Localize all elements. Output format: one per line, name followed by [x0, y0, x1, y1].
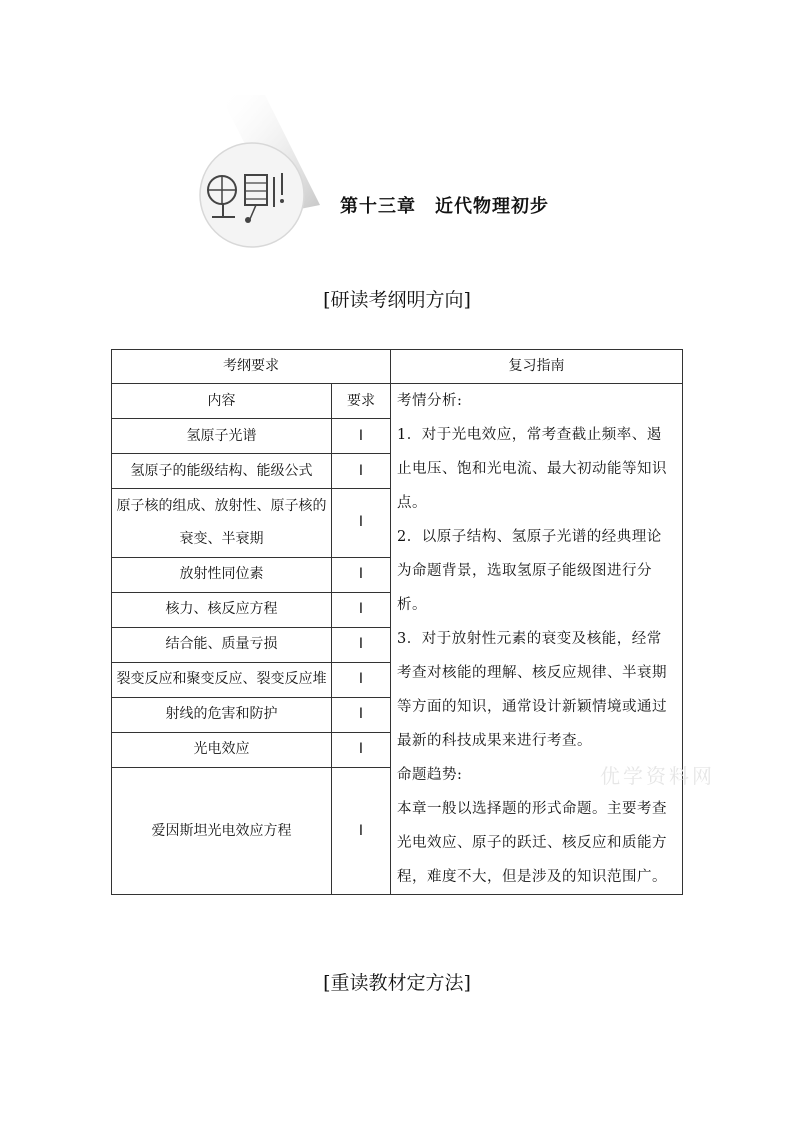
row-content: 氢原子光谱 — [112, 419, 332, 454]
section-heading-textbook: [重读教材定方法] — [323, 972, 471, 994]
guide-point-3: 3．对于放射性元素的衰变及核能，经常考查对核能的理解、核反应规律、半衰期等方面的知识，通常设计新颖情境或通过最新的科技成果来进行考查。 — [397, 631, 667, 749]
row-requirement: Ⅰ — [332, 419, 391, 454]
row-content: 裂变反应和聚变反应、裂变反应堆 — [112, 662, 332, 697]
syllabus-table — [111, 349, 683, 895]
table-subheader-row — [112, 384, 683, 419]
guide-trend-title: 命题趋势: — [397, 767, 463, 783]
table-header-row — [112, 350, 683, 384]
header-review-guide: 复习指南 — [391, 350, 683, 384]
row-content: 结合能、质量亏损 — [112, 627, 332, 662]
row-requirement: Ⅰ — [332, 592, 391, 627]
row-content: 原子核的组成、放射性、原子核的衰变、半衰期 — [112, 489, 332, 558]
row-requirement: Ⅰ — [332, 557, 391, 592]
guide-point-1: 1．对于光电效应，常考查截止频率、遏止电压、饱和光电流、最大初动能等知识点。 — [397, 427, 667, 511]
chapter-title: 第十三章 近代物理初步 — [340, 196, 549, 217]
row-requirement: Ⅰ — [332, 627, 391, 662]
guide-trend-text: 本章一般以选择题的形式命题。主要考查光电效应、原子的跃迁、核反应和质能方程，难度不大，但是涉及的知识范围广。 — [397, 801, 667, 885]
watermark: 优学资料网 — [600, 764, 715, 788]
row-requirement: Ⅰ — [332, 732, 391, 767]
column-header-content: 内容 — [112, 384, 332, 419]
review-guide-cell — [391, 384, 683, 895]
row-requirement: Ⅰ — [332, 662, 391, 697]
guide-point-2: 2．以原子结构、氢原子光谱的经典理论为命题背景，选取氢原子能级图进行分析。 — [397, 529, 662, 613]
section-heading-syllabus: [研读考纲明方向] — [323, 289, 471, 311]
column-header-requirement: 要求 — [332, 384, 391, 419]
row-content: 射线的危害和防护 — [112, 697, 332, 732]
guide-analysis-title: 考情分析: — [397, 393, 463, 409]
row-content: 光电效应 — [112, 732, 332, 767]
row-content: 爱因斯坦光电效应方程 — [112, 768, 332, 895]
row-requirement: Ⅰ — [332, 697, 391, 732]
row-content: 放射性同位素 — [112, 557, 332, 592]
row-requirement: Ⅰ — [332, 454, 391, 489]
header-syllabus-requirements: 考纲要求 — [112, 350, 391, 384]
row-requirement: Ⅰ — [332, 768, 391, 895]
chapter-logo-icon — [190, 95, 340, 255]
row-requirement: Ⅰ — [332, 489, 391, 558]
row-content: 氢原子的能级结构、能级公式 — [112, 454, 332, 489]
row-content: 核力、核反应方程 — [112, 592, 332, 627]
